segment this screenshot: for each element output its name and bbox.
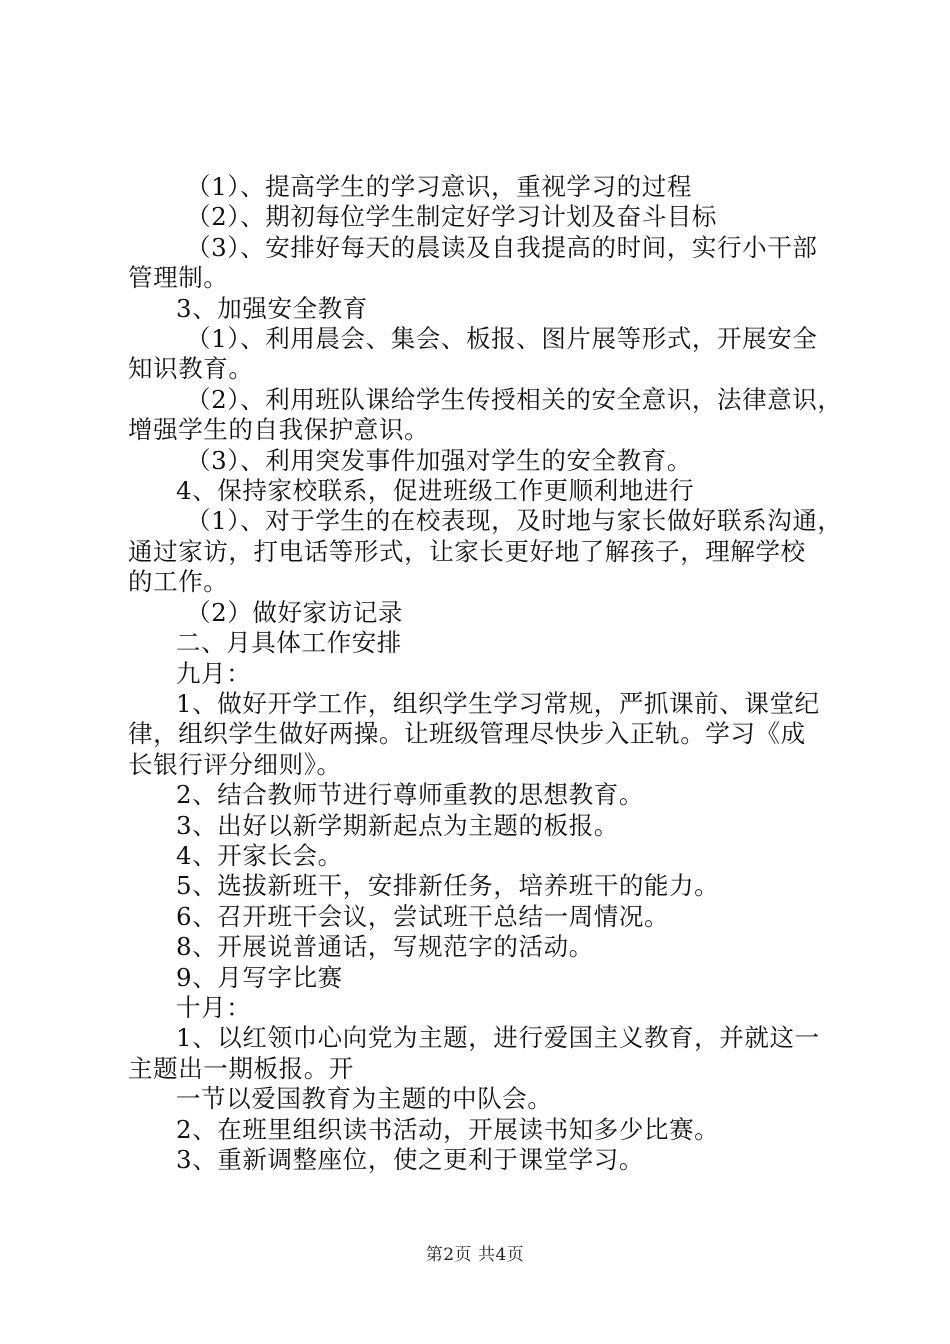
document-body	[128, 172, 843, 1175]
month-heading: 九月：	[176, 658, 252, 688]
paragraph-line: （3）、利用突发事件加强对学生的安全教育。	[186, 445, 692, 475]
paragraph-line: 一节以爱国教育为主题的中队会。	[176, 1084, 553, 1114]
paragraph-line: 长银行评分细则》。	[128, 749, 342, 779]
paragraph-line: 律，组织学生做好两操。让班级管理尽快步入正轨。学习《成	[128, 719, 806, 749]
paragraph-line: 3、重新调整座位，使之更利于课堂学习。	[176, 1145, 644, 1174]
paragraph-line: 2、结合教师节进行尊师重教的思想教育。	[176, 780, 644, 810]
paragraph-line: 管理制。	[128, 263, 229, 293]
section-heading: 3、加强安全教育	[176, 293, 368, 323]
paragraph-line: 主题出一期板报。开	[128, 1053, 354, 1083]
paragraph-line: 6、召开班干会议，尝试班干总结一周情况。	[176, 901, 670, 931]
paragraph-line: 通过家访，打电话等形式，让家长更好地了解孩子，理解学校	[128, 536, 806, 566]
paragraph-line: 1、做好开学工作，组织学生学习常规，严抓课前、课堂纪	[176, 688, 820, 718]
paragraph-line: 1、以红领巾心向党为主题，进行爱国主义教育，并就这一	[176, 1023, 820, 1053]
paragraph-line: 5、选拔新班干，安排新任务，培养班干的能力。	[176, 871, 720, 901]
paragraph-line: （3）、安排好每天的晨读及自我提高的时间，实行小干部	[186, 232, 818, 262]
paragraph-line: 的工作。	[128, 567, 229, 597]
paragraph-line: （2）、利用班队课给学生传授相关的安全意识，法律意识，	[186, 384, 843, 414]
paragraph-line: （1）、对于学生的在校表现，及时地与家长做好联系沟通，	[186, 506, 843, 536]
page-number-footer: 第2页 共4页	[425, 1245, 525, 1265]
paragraph-line: 3、出好以新学期新起点为主题的板报。	[176, 810, 619, 840]
paragraph-line: 2、在班里组织读书活动，开展读书知多少比赛。	[176, 1114, 720, 1144]
section-heading: 4、保持家校联系，促进班级工作更顺利地进行	[176, 476, 695, 506]
section-heading: 二、月具体工作安排	[176, 628, 402, 658]
month-heading: 十月：	[176, 992, 252, 1022]
paragraph-line: 8、开展说普通话，写规范字的活动。	[176, 932, 594, 962]
paragraph-line: （1）、提高学生的学习意识，重视学习的过程	[186, 172, 692, 201]
paragraph-line: （2）做好家访记录	[186, 597, 403, 627]
paragraph-line: 9、月写字比赛	[176, 962, 343, 992]
paragraph-line: （2）、期初每位学生制定好学习计划及奋斗目标	[186, 202, 718, 232]
paragraph-line: 增强学生的自我保护意识。	[128, 415, 430, 445]
paragraph-line: 知识教育。	[128, 354, 254, 384]
paragraph-line: 4、开家长会。	[176, 840, 343, 870]
paragraph-line: （1）、利用晨会、集会、板报、图片展等形式，开展安全	[186, 324, 818, 354]
